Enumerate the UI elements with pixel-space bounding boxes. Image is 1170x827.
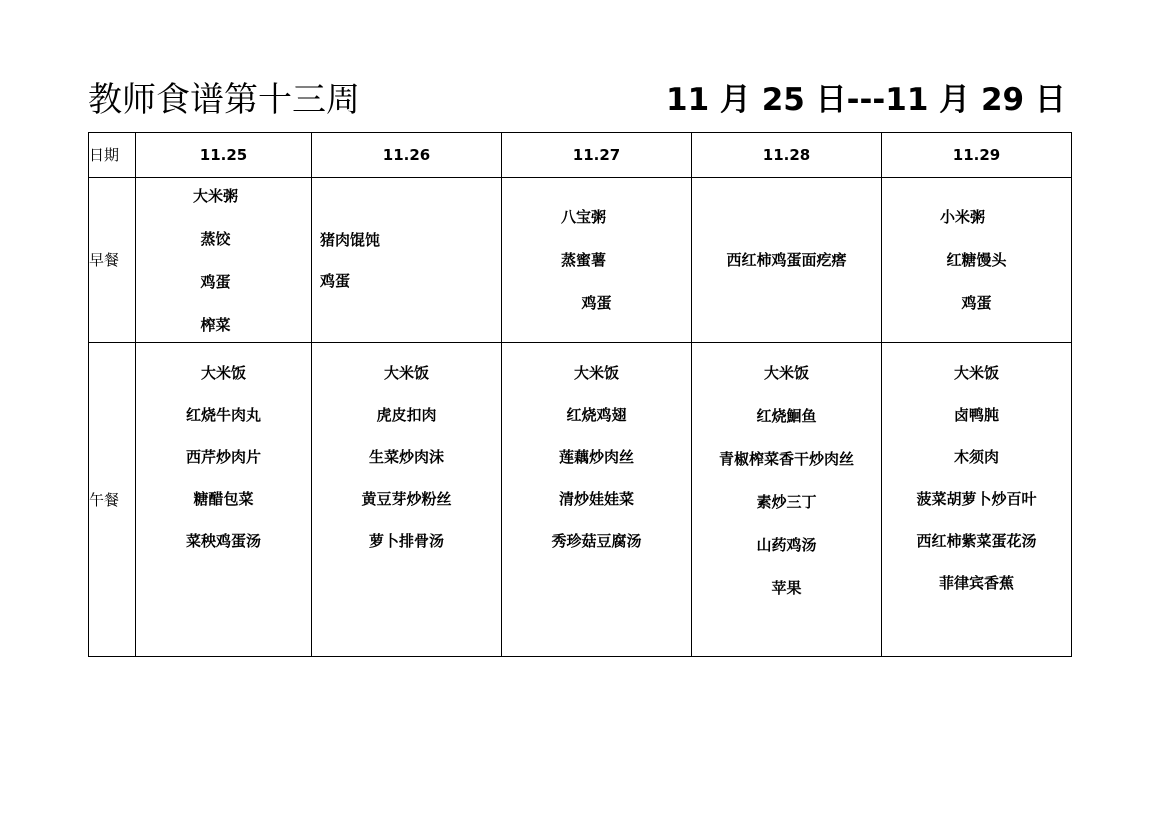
menu-item: 八宝粥 xyxy=(560,208,606,226)
lunch-cell xyxy=(692,343,882,657)
menu-item: 红烧鸡翅 xyxy=(566,406,627,424)
date-row xyxy=(89,133,1072,178)
menu-item: 糖醋包菜 xyxy=(193,490,254,508)
breakfast-cell xyxy=(692,178,882,343)
menu-item: 红烧牛肉丸 xyxy=(185,406,261,424)
menu-item: 红烧鮰鱼 xyxy=(756,407,817,425)
menu-item: 西红柿鸡蛋面疙瘩 xyxy=(726,251,847,269)
menu-item: 菲律宾香蕉 xyxy=(938,574,1014,592)
date-cell: 11.25 xyxy=(136,133,312,178)
row-label-breakfast: 早餐 xyxy=(89,178,136,343)
menu-item: 榨菜 xyxy=(200,315,231,334)
menu-item: 小米粥 xyxy=(939,208,985,226)
menu-item: 木须肉 xyxy=(953,448,999,466)
menu-item: 鸡蛋 xyxy=(961,294,992,312)
lunch-cell xyxy=(312,343,502,657)
lunch-cell xyxy=(136,343,312,657)
menu-item: 菜秧鸡蛋汤 xyxy=(185,532,261,550)
menu-item: 素炒三丁 xyxy=(756,493,817,511)
menu-item: 大米饭 xyxy=(763,364,809,382)
menu-item: 鸡蛋 xyxy=(200,272,231,291)
menu-table xyxy=(88,132,1072,657)
menu-item: 鸡蛋 xyxy=(581,294,612,312)
menu-item: 大米饭 xyxy=(200,364,246,382)
breakfast-row xyxy=(89,178,1072,343)
menu-item: 虎皮扣肉 xyxy=(376,406,437,424)
lunch-cell xyxy=(882,343,1072,657)
menu-item: 苹果 xyxy=(771,579,802,597)
breakfast-cell xyxy=(882,178,1072,343)
menu-item: 清炒娃娃菜 xyxy=(558,490,634,508)
date-cell: 11.26 xyxy=(312,133,502,178)
menu-item: 西红柿紫菜蛋花汤 xyxy=(916,532,1037,550)
row-label-date: 日期 xyxy=(89,133,136,178)
menu-item: 蒸蜜薯 xyxy=(560,251,606,269)
menu-item: 大米饭 xyxy=(383,364,429,382)
page-title: 教师食谱第十三周 xyxy=(88,80,360,120)
menu-item: 萝卜排骨汤 xyxy=(368,532,444,550)
menu-item: 大米饭 xyxy=(573,364,619,382)
breakfast-cell xyxy=(502,178,692,343)
row-label-lunch: 午餐 xyxy=(89,343,136,657)
menu-item: 青椒榨菜香干炒肉丝 xyxy=(718,450,854,468)
menu-item: 生菜炒肉沫 xyxy=(368,448,444,466)
date-cell: 11.28 xyxy=(692,133,882,178)
menu-item: 西芹炒肉片 xyxy=(185,448,261,466)
menu-item: 卤鸭肫 xyxy=(953,406,999,424)
lunch-row xyxy=(89,343,1072,657)
lunch-cell xyxy=(502,343,692,657)
date-cell: 11.27 xyxy=(502,133,692,178)
menu-item: 蒸饺 xyxy=(200,229,231,248)
menu-item: 秀珍菇豆腐汤 xyxy=(551,532,642,550)
breakfast-cell xyxy=(312,178,502,343)
menu-item: 大米粥 xyxy=(192,186,238,205)
menu-item: 黄豆芽炒粉丝 xyxy=(361,490,452,508)
menu-item: 山药鸡汤 xyxy=(756,536,817,554)
menu-item: 菠菜胡萝卜炒百叶 xyxy=(916,490,1037,508)
menu-item: 红糖馒头 xyxy=(946,251,1007,269)
breakfast-cell xyxy=(136,178,312,343)
date-cell: 11.29 xyxy=(882,133,1072,178)
menu-item: 莲藕炒肉丝 xyxy=(558,448,634,466)
menu-item: 大米饭 xyxy=(953,364,999,382)
menu-item: 猪肉馄饨 xyxy=(320,230,381,249)
date-range: 11 月 25 日---11 月 29 日 xyxy=(666,82,1066,118)
menu-item: 鸡蛋 xyxy=(320,271,351,290)
